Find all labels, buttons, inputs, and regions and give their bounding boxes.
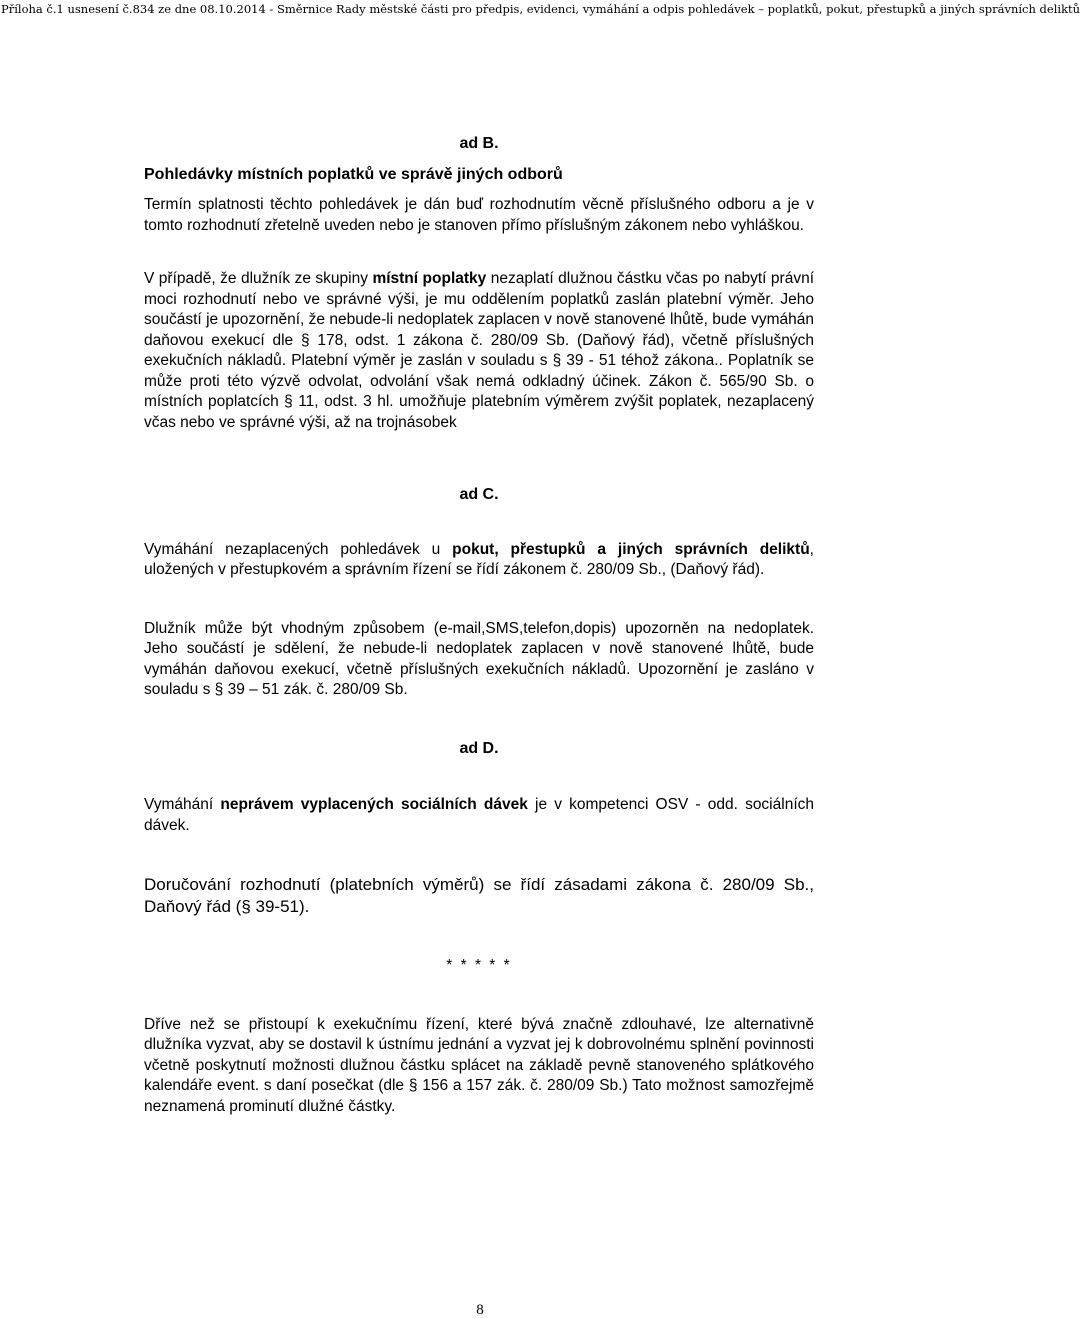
text-run: , uložených v přestupkovém a správním řízení se řídí zákonem č. 280/09 Sb., (Daňový řád).: [144, 540, 814, 578]
section-c-heading: ad C.: [459, 486, 499, 503]
document-header: Příloha č.1 usnesení č.834 ze dne 08.10.2014 - Směrnice Rady městské části pro předpis, evidenci, vymáhání a odpis pohledávek – poplatků, pokut, přestupků a jiných správních deliktů: [1, 2, 1080, 16]
text-run: je v kompetenci OSV - odd. sociálních dávek.: [144, 796, 814, 834]
section-d-paragraph-2: Doručování rozhodnutí (platebních výměrů) se řídí zásadami zákona č. 280/09 Sb., Daňový řád (§ 39-51).: [144, 875, 814, 916]
section-c-paragraph-1: [144, 540, 814, 581]
text-run: Vymáhání: [144, 796, 221, 813]
section-d-heading: ad D.: [459, 739, 499, 757]
text-run-bold: pokut, přestupků a jiných správních deliktů: [452, 540, 810, 558]
text-run-bold: místní poplatky: [372, 270, 487, 287]
separator-stars: * * * * *: [446, 957, 512, 974]
page-number: 8: [476, 1302, 484, 1318]
text-run: nezaplatí dlužnou částku včas po nabytí právní moci rozhodnutí nebo ve správné výši, je mu oddělením poplatků zaslán platební výměr. Jeho součástí je upozornění, že nebude-li nedoplatek zaplacen v nově stanovené lhůtě, bude vymáhán daňovou exekucí dle § 178, odst. 1 zákona č. 280/09 Sb. (Daňový řád), včetně příslušných exekučních nákladů. Platební výměr je zaslán v souladu s § 39 - 51 téhož zákona.. Poplatník se může proti této výzvě odvolat, odvolání však nemá odkladný účinek. Zákon č. 565/90 Sb. o místních poplatcích § 11, odst. 3 hl. umožňuje platebním výměrem zvýšit poplatek, nezaplacený včas nebo ve správné výši, až na trojnásobek: [144, 270, 814, 431]
section-c-paragraph-2: Dlužník může být vhodným způsobem (e-mail,SMS,telefon,dopis) upozorněn na nedoplatek. Jeho součástí je sdělení, že nebude-li nedoplatek zaplacen v nově stanovené lhůtě, bude vymáhán daňovou exekucí, včetně příslušných exekučních nákladů. Upozornění je zasláno v souladu s § 39 – 51 zák. č. 280/09 Sb.: [144, 619, 814, 698]
section-b-heading: ad B.: [459, 135, 499, 152]
text-run: V případě, že dlužník ze skupiny: [144, 270, 373, 287]
section-b-title: Pohledávky místních poplatků ve správě jiných odborů: [144, 165, 563, 183]
section-d-paragraph-1: [144, 795, 814, 836]
document-body: [144, 134, 814, 1117]
section-b-paragraph-1: Termín splatnosti těchto pohledávek je dán buď rozhodnutím věcně příslušného odboru a je v tomto rozhodnutí zřetelně uveden nebo je stanoven přímo příslušným zákonem nebo vyhláškou.: [144, 196, 814, 234]
text-run-bold: neprávem vyplacených sociálních dávek: [220, 796, 528, 813]
text-run: Vymáhání nezaplacených pohledávek u: [144, 540, 453, 558]
final-paragraph: Dříve než se přistoupí k exekučnímu řízení, které bývá značně zdlouhavé, lze alternativně dlužníka vyzvat, aby se dostavil k ústnímu jednání a vyzvat jej k dobrovolnému splnění povinnosti včetně poskytnutí možnosti dlužnou částku splácet na základě pevně stanoveného splátkového kalendáře event. s daní posečkat (dle § 156 a 157 zák. č. 280/09 Sb.) Tato možnost samozřejmě neznamená prominutí dlužné částky.: [144, 1015, 814, 1115]
section-b-paragraph-2: [144, 269, 814, 433]
